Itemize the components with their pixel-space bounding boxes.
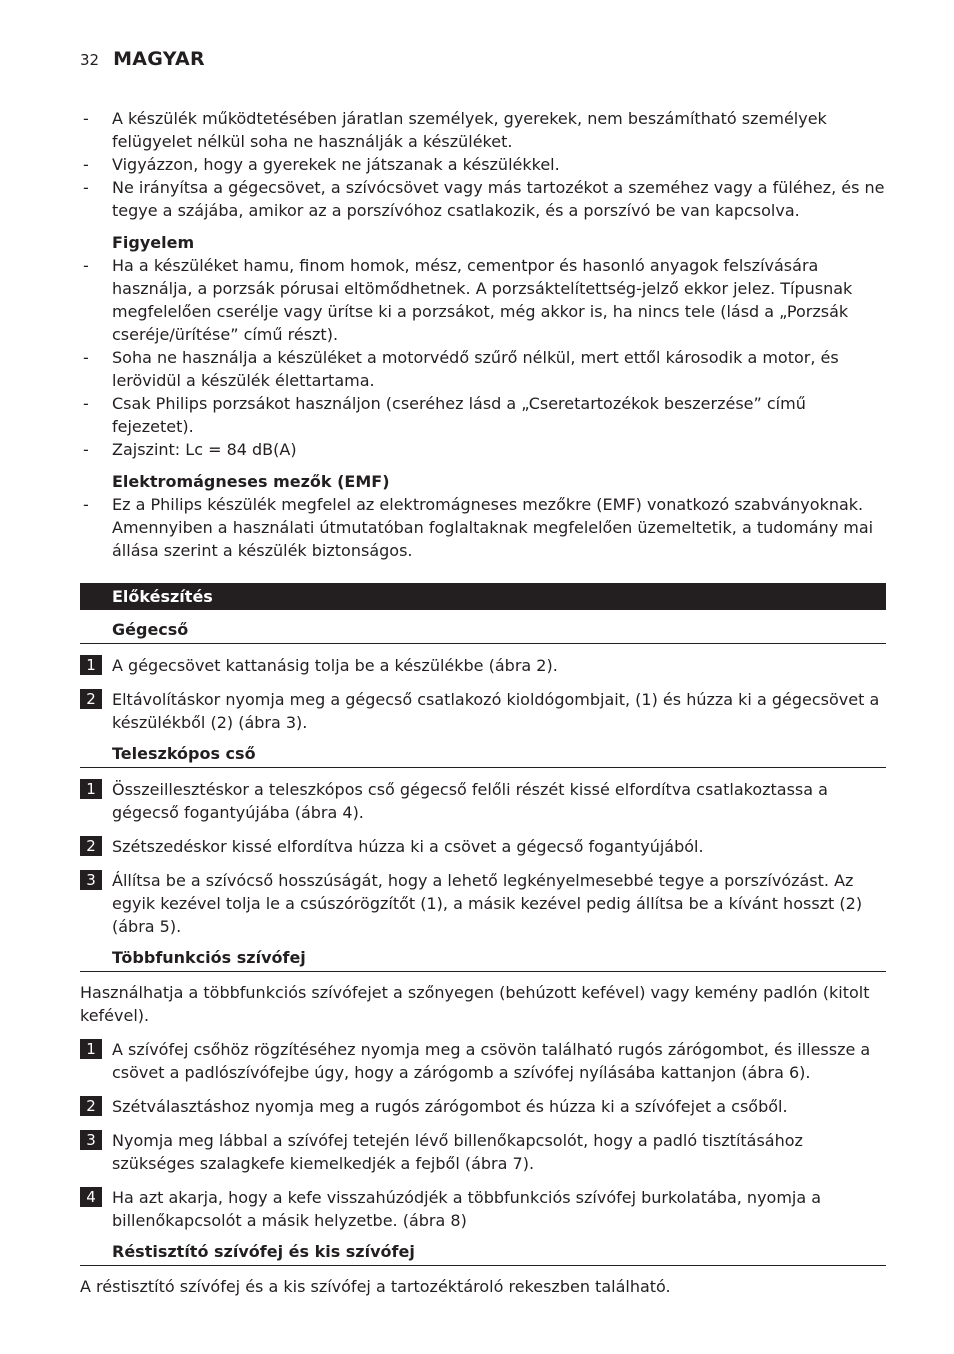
section-title-bar: Előkészítés [80,583,886,610]
step-item [80,835,886,858]
page-header [80,48,205,74]
list-item: - Ne irányítsa a gégecsövet, a szívócsövet vagy más tartozékot a szeméhez vagy a füléhez, és ne tegye a szájába, amikor az a porszívóhoz csatlakozik, és a porszívó be van kapcsolva. [80,176,886,222]
step-item [80,654,886,677]
step-text: Eltávolításkor nyomja meg a gégecső csatlakozó kioldógombjait, (1) és húzza ki a gégecsövet a készülékből (2) (ábra 3). [112,690,880,732]
step-item [80,1038,886,1084]
step-item [80,1186,886,1232]
heading-teleszkopos-cso: Teleszkópos cső [80,742,886,768]
step-text: Ha azt akarja, hogy a kefe visszahúzódjék a többfunkciós szívófej burkolatába, nyomja a billenőkapcsolót a másik helyzetbe. (ábra 8) [112,1188,822,1230]
list-item: - Ha a készüléket hamu, finom homok, mész, cementpor és hasonló anyagok felszívására használja, a porzsák pórusai eltömődhetnek. A porzsáktelítettség-jelző ekkor jelez. Típusnak megfelelően cserélje vagy ürítse ki a porzsákot, még akkor is, ha nincs tele (lásd a „Porzsák cseréje/ürítése” című részt). [80,254,886,346]
paragraph: Használhatja a többfunkciós szívófejet a szőnyegen (behúzott kefével) vagy kemény padlón (kitolt kefével). [80,983,870,1025]
step-text: Szétszedéskor kissé elfordítva húzza ki a csövet a gégecső fogantyújából. [112,837,704,856]
step-number: 3 [80,870,102,890]
step-text: A gégecsövet kattanásig tolja be a készülékbe (ábra 2). [112,656,558,675]
list-item: - A készülék működtetésében járatlan személyek, gyerekek, nem beszámítható személyek felügyelet nélkül soha ne használják a készüléket. [80,107,886,153]
step-number: 1 [80,779,102,799]
step-text: A szívófej csőhöz rögzítéséhez nyomja meg a csövön található rugós zárógombot, és illessze a csövet a padlószívófejbe úgy, hogy a zárógomb a szívófej nyílásába kattanjon (ábra 6). [112,1040,871,1082]
step-text: Állítsa be a szívócső hosszúságát, hogy a lehető legkényelmesebbé tegye a porszívózást. Az egyik kezével tolja le a csúszórögzítőt (1), a másik kezével pedig állítsa be a kívánt hosszt (2) (ábra 5). [112,871,863,936]
step-item [80,1129,886,1175]
heading-restisztito-szivofej: Réstisztító szívófej és kis szívófej [80,1240,886,1266]
step-item [80,1095,886,1118]
page-content [80,107,886,1298]
step-number: 3 [80,1130,102,1150]
step-text: Szétválasztáshoz nyomja meg a rugós zárógombot és húzza ki a szívófejet a csőből. [112,1097,788,1116]
step-number: 2 [80,1096,102,1116]
list-item: - Soha ne használja a készüléket a motorvédő szűrő nélkül, mert ettől károsodik a motor, és lerövidül a készülék élettartama. [80,346,886,392]
paragraph: A réstisztító szívófej és a kis szívófej a tartozéktároló rekeszben található. [80,1277,671,1296]
heading-gegecso: Gégecső [80,618,886,644]
page-number: 32 [80,51,100,69]
step-item [80,778,886,824]
step-number: 1 [80,655,102,675]
step-number: 2 [80,836,102,856]
subheading-emf: Elektromágneses mezők (EMF) [112,472,390,491]
step-number: 1 [80,1039,102,1059]
list-item: - Vigyázzon, hogy a gyerekek ne játszanak a készülékkel. [80,153,886,176]
step-number: 4 [80,1187,102,1207]
step-number: 2 [80,689,102,709]
heading-tobbfunkcios-szivofej: Többfunkciós szívófej [80,946,886,972]
step-text: Összeillesztéskor a teleszkópos cső gégecső felőli részét kissé elfordítva csatlakoztassa a gégecső fogantyújába (ábra 4). [112,780,828,822]
list-item: - Zajszint: Lc = 84 dB(A) [80,438,886,461]
step-item [80,688,886,734]
list-item: - Csak Philips porzsákot használjon (cseréhez lásd a „Cseretartozékok beszerzése” című fejezetet). [80,392,886,438]
step-item [80,869,886,938]
subheading-figyelem: Figyelem [112,233,195,252]
step-text: Nyomja meg lábbal a szívófej tetején lévő billenőkapcsolót, hogy a padló tisztításához szükséges szalagkefe kiemelkedjék a fejből (ábra 7). [112,1131,803,1173]
language-heading: MAGYAR [113,48,205,70]
list-item: - Ez a Philips készülék megfelel az elektromágneses mezőkre (EMF) vonatkozó szabványoknak. Amennyiben a használati útmutatóban foglaltaknak megfelelően üzemeltetik, a tudomány mai állása szerint a készülék biztonságos. [80,493,886,562]
